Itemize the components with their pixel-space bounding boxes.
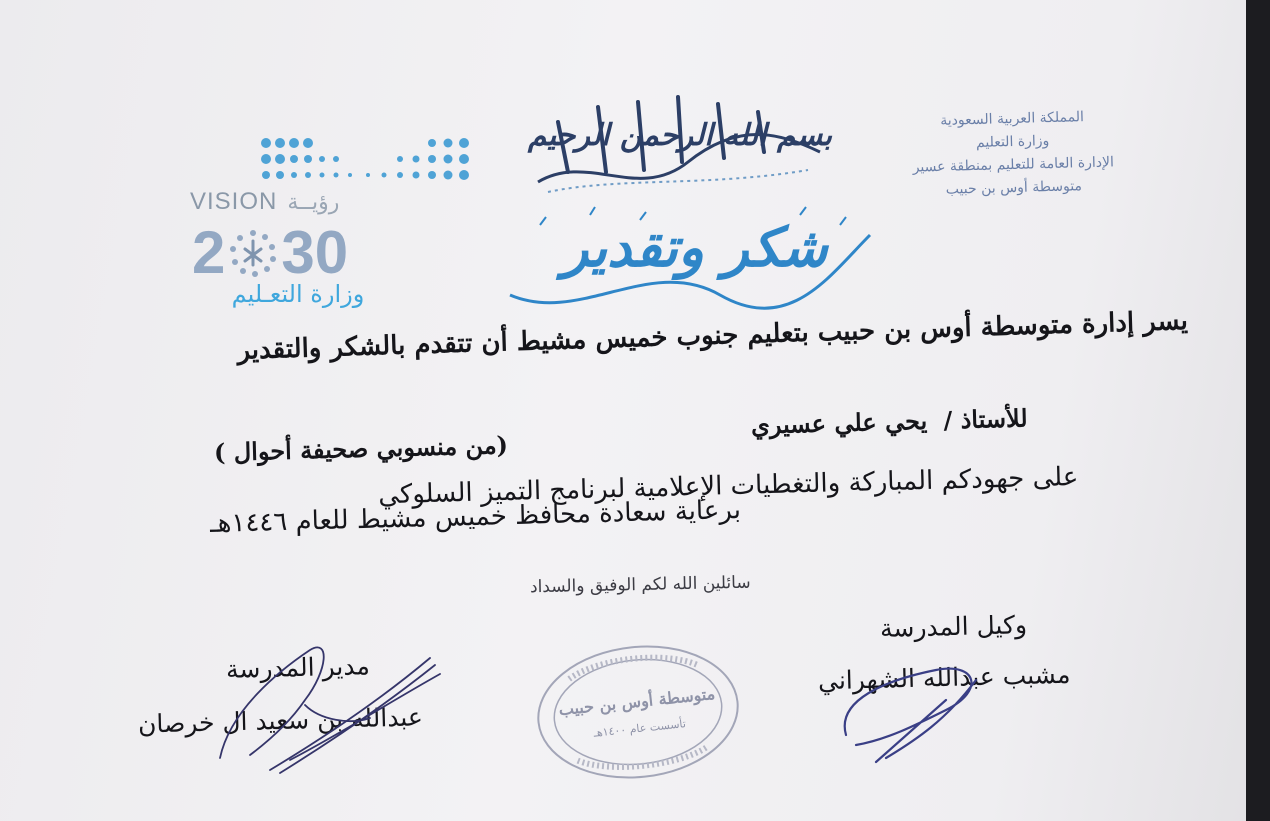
closing-line: سائلين الله لكم الوفيق والسداد [529, 572, 751, 598]
stamp-school-name: متوسطة أوس بن حبيب [557, 683, 716, 720]
ministry-line-country: المملكة العربية السعودية [940, 109, 1085, 129]
deputy-name: مشبب عبدالله الشهراني [817, 659, 1071, 696]
ministry-header [877, 104, 1149, 203]
principal-name: عبدالله بن سعيد ال خرصان [137, 702, 424, 739]
vision-year-left: 2 [192, 219, 226, 286]
vision-en-label: VISION [190, 188, 278, 215]
vision-ar-label: رؤيــة [287, 189, 340, 215]
ministry-line-school: متوسطة أوس بن حبيب [945, 178, 1083, 198]
photo-dark-edge [1246, 0, 1270, 821]
vision-year-right: 30 [281, 219, 349, 286]
reason-line-1: على جهودكم المباركة والتغطيات الإعلامية لبرنامج التميز السلوكي [377, 462, 1079, 511]
deputy-title: وكيل المدرسة [879, 610, 1028, 643]
recipient-line [751, 403, 1028, 439]
principal-title: مدير المدرسة [225, 651, 371, 684]
ministry-line-ministry: وزارة التعليم [975, 133, 1050, 151]
ministry-line-region: الإدارة العامة للتعليم بمنطقة عسير [912, 154, 1115, 176]
intro-line: يسر إدارة متوسطة أوس بن حبيب بتعليم جنوب خميس مشيط أن تتقدم بالشكر والتقدير [237, 306, 1189, 366]
recipient-name: يحي علي عسيري [751, 406, 928, 440]
vision-dots-logo [258, 135, 478, 187]
saudi-emblem-icon [227, 227, 279, 279]
certificate-title: شكر وتقدير [562, 215, 828, 279]
deputy-signature [826, 640, 1006, 770]
principal-signature [210, 630, 450, 780]
official-stamp [526, 631, 749, 792]
recipient-honorific: للأستاذ / [943, 403, 1029, 435]
vision-wordmark [190, 188, 400, 216]
stamp-founded: تأسست عام ١٤٠٠هـ [592, 717, 687, 740]
reason-line-2: برعاية سعادة محافظ خميس مشيط للعام ١٤٤٦هـ [209, 495, 742, 539]
ministry-logo-text: وزارة التعـليم [231, 280, 365, 308]
recipient-affiliation: (من منسوبي صحيفة أحوال ) [213, 430, 509, 467]
vision-year [192, 219, 407, 286]
basmala-text: بسم الله الرحمن الرحيم [527, 118, 833, 153]
